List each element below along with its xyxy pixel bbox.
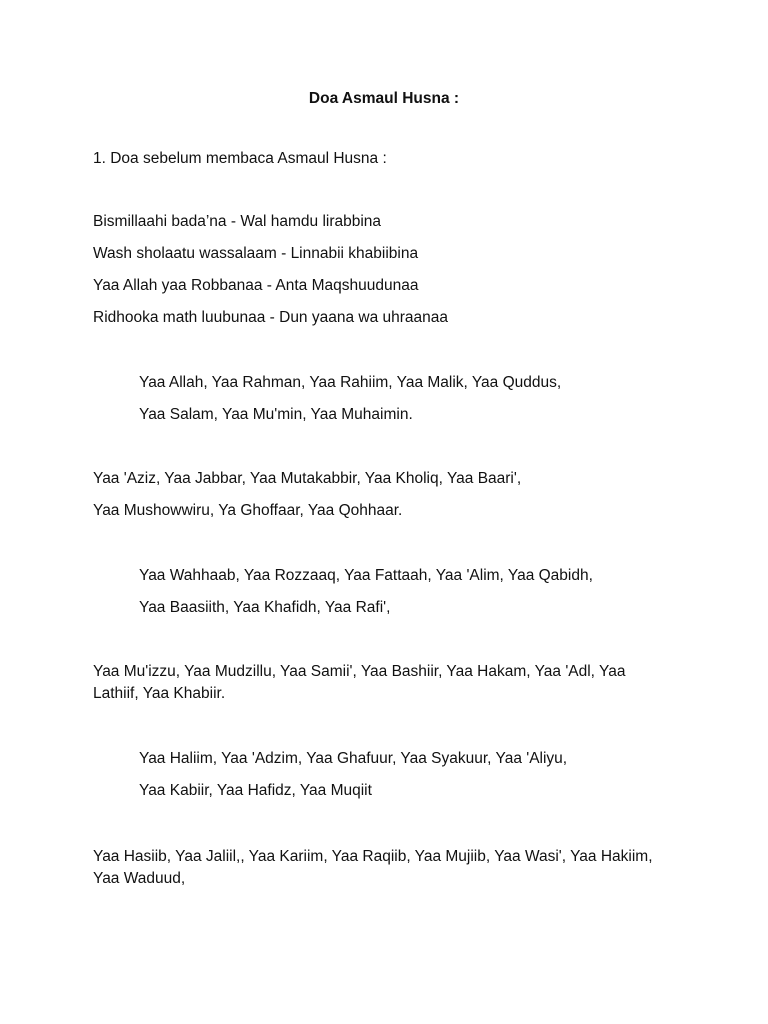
stanza3-line-2: Yaa Baasiith, Yaa Khafidh, Yaa Rafi', [139, 599, 391, 616]
stanza4-paragraph: Yaa Mu'izzu, Yaa Mudzillu, Yaa Samii', Yaa Bashiir, Yaa Hakam, Yaa 'Adl, Yaa Lathiif, Yaa Khabiir. [93, 663, 626, 702]
stanza1-line-1: Yaa Allah, Yaa Rahman, Yaa Rahiim, Yaa Malik, Yaa Quddus, [139, 374, 562, 391]
opening-line-3: Yaa Allah yaa Robbanaa - Anta Maqshuudunaa [93, 277, 419, 294]
section-heading: 1. Doa sebelum membaca Asmaul Husna : [93, 150, 387, 167]
stanza3-line-1: Yaa Wahhaab, Yaa Rozzaaq, Yaa Fattaah, Yaa 'Alim, Yaa Qabidh, [139, 567, 593, 584]
stanza5-line-1: Yaa Haliim, Yaa 'Adzim, Yaa Ghafuur, Yaa Syakuur, Yaa 'Aliyu, [139, 750, 568, 767]
opening-line-4: Ridhooka math luubunaa - Dun yaana wa uhraanaa [93, 309, 449, 326]
stanza5-line-2: Yaa Kabiir, Yaa Hafidz, Yaa Muqiit [139, 782, 372, 799]
stanza6-paragraph: Yaa Hasiib, Yaa Jaliil,, Yaa Kariim, Yaa Raqiib, Yaa Mujiib, Yaa Wasi', Yaa Hakiim, Yaa Waduud, [93, 848, 653, 887]
page-title: Doa Asmaul Husna : [308, 90, 460, 107]
opening-line-2: Wash sholaatu wassalaam - Linnabii khabiibina [93, 245, 419, 262]
stanza1-line-2: Yaa Salam, Yaa Mu'min, Yaa Muhaimin. [139, 406, 413, 423]
stanza2-line-1: Yaa 'Aziz, Yaa Jabbar, Yaa Mutakabbir, Yaa Kholiq, Yaa Baari', [93, 470, 522, 487]
opening-line-1: Bismillaahi bada’na - Wal hamdu lirabbina [93, 213, 382, 230]
stanza2-line-2: Yaa Mushowwiru, Ya Ghoffaar, Yaa Qohhaar. [93, 502, 403, 519]
